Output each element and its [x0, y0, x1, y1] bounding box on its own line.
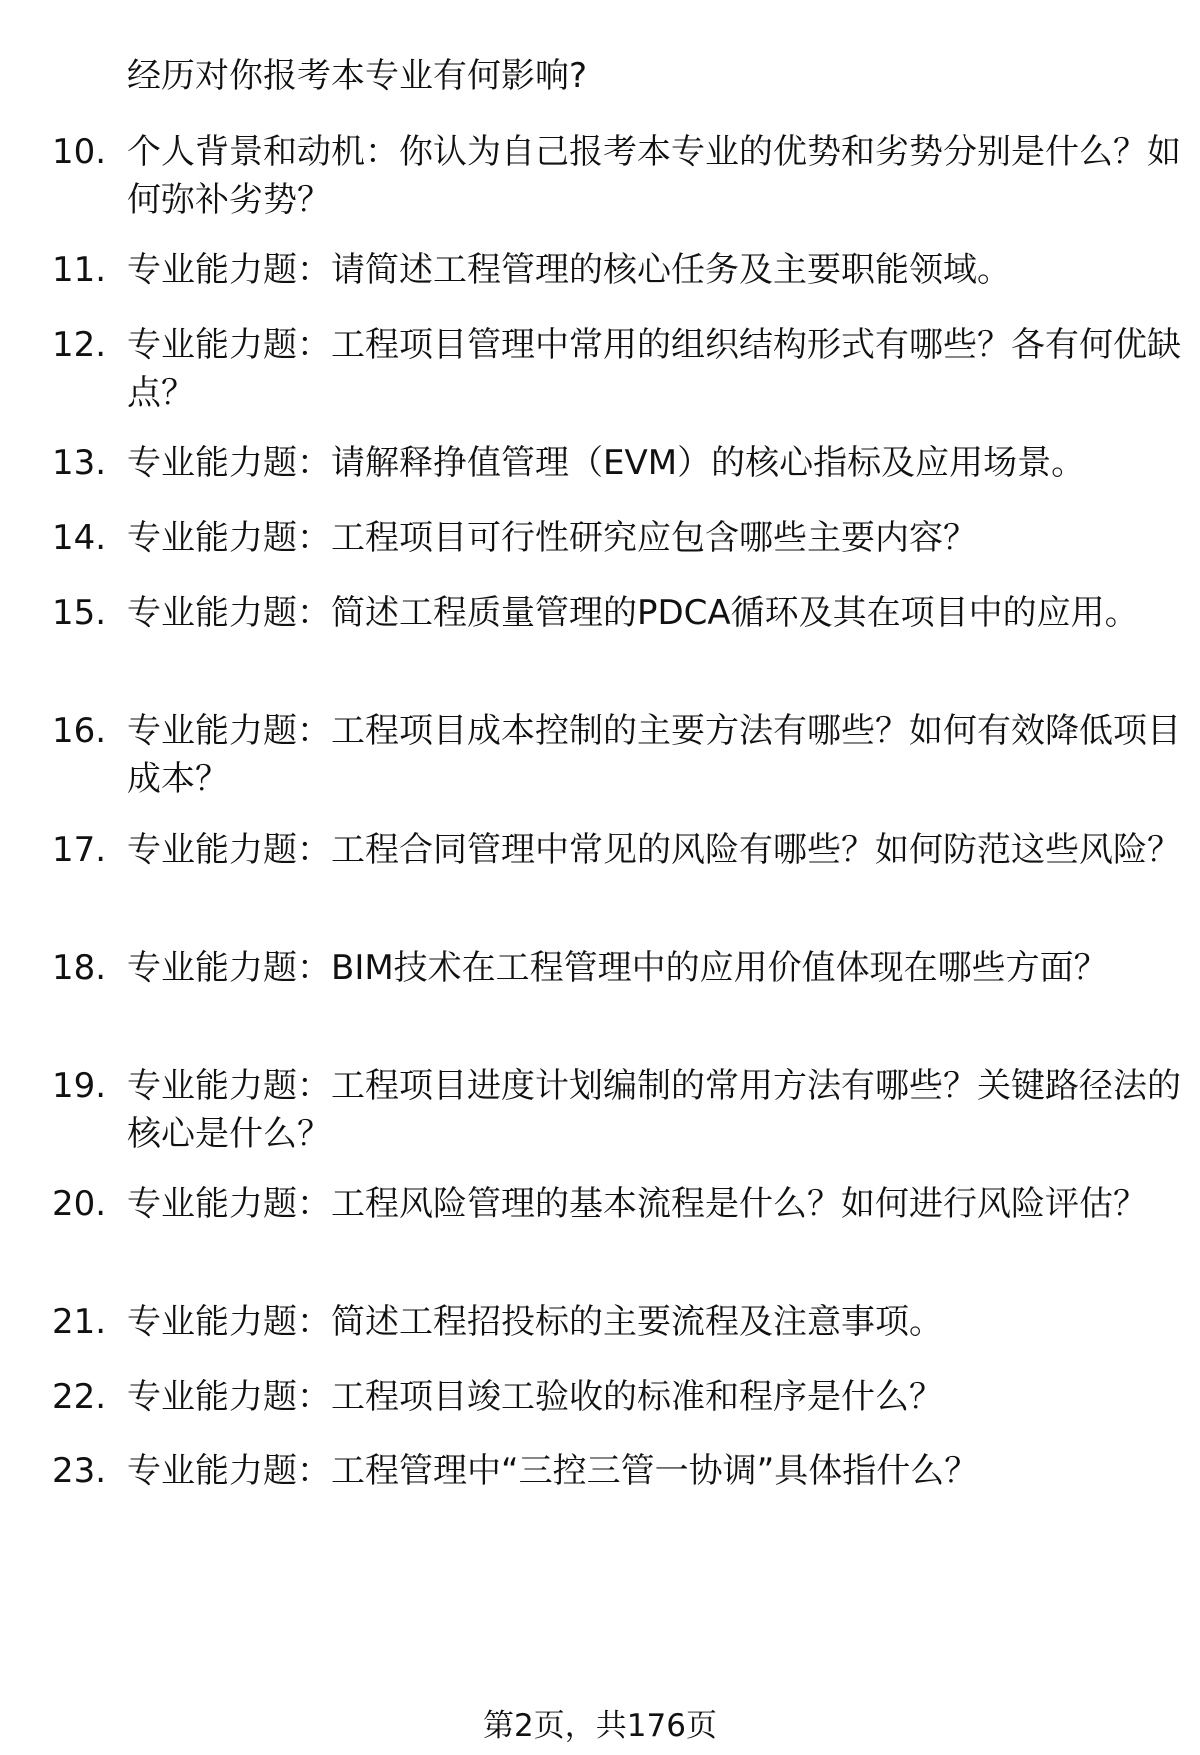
list-item — [52, 826, 1181, 874]
question-number: 10. — [52, 132, 107, 172]
question-number: 21. — [52, 1302, 107, 1342]
list-item — [52, 1062, 1181, 1158]
list-item — [52, 707, 1181, 803]
list-item — [52, 439, 1152, 487]
question-number: 22. — [52, 1377, 107, 1417]
question-text: 专业能力题：简述工程质量管理的PDCA循环及其在项目中的应用。 — [127, 593, 1139, 633]
question-number: 13. — [52, 443, 107, 483]
question-text: 专业能力题：BIM技术在工程管理中的应用价值体现在哪些方面？ — [127, 948, 1108, 988]
list-item — [52, 944, 1152, 992]
question-text: 专业能力题：工程项目进度计划编制的常用方法有哪些？关键路径法的核心是什么？ — [127, 1066, 1181, 1154]
question-text: 专业能力题：工程风险管理的基本流程是什么？如何进行风险评估？ — [127, 1184, 1147, 1224]
list-item — [52, 589, 1152, 637]
question-text: 专业能力题：工程项目成本控制的主要方法有哪些？如何有效降低项目成本？ — [127, 711, 1181, 799]
page-number: 第2页，共176页 — [483, 1708, 717, 1744]
question-text: 个人背景和动机：你认为自己报考本专业的优势和劣势分别是什么？如何弥补劣势？ — [127, 132, 1181, 220]
question-number: 12. — [52, 325, 107, 365]
question-text: 专业能力题：工程项目可行性研究应包含哪些主要内容？ — [127, 518, 977, 558]
question-number: 19. — [52, 1066, 107, 1106]
list-item — [52, 321, 1181, 417]
question-text: 专业能力题：工程合同管理中常见的风险有哪些？如何防范这些风险？ — [127, 830, 1181, 870]
question-text: 专业能力题：简述工程招投标的主要流程及注意事项。 — [127, 1302, 943, 1342]
question-text: 专业能力题：工程项目管理中常用的组织结构形式有哪些？各有何优缺点？ — [127, 325, 1181, 413]
question-text: 专业能力题：工程管理中“三控三管一协调”具体指什么？ — [127, 1451, 979, 1491]
question-number: 18. — [52, 948, 107, 988]
question-number: 14. — [52, 518, 107, 558]
question-number: 15. — [52, 593, 107, 633]
list-item — [52, 1447, 1152, 1495]
question-text: 专业能力题：工程项目竣工验收的标准和程序是什么？ — [127, 1377, 943, 1417]
question-number: 20. — [52, 1184, 107, 1224]
list-item-continuation — [52, 52, 1152, 100]
question-number: 23. — [52, 1451, 107, 1491]
list-item — [52, 1298, 1152, 1346]
question-text: 经历对你报考本专业有何影响? — [127, 56, 588, 96]
question-number: 17. — [52, 830, 107, 870]
list-item — [52, 128, 1181, 224]
question-text: 专业能力题：请简述工程管理的核心任务及主要职能领域。 — [127, 250, 1011, 290]
list-item — [52, 1180, 1152, 1228]
list-item — [52, 246, 1152, 294]
question-number: 16. — [52, 711, 107, 751]
list-item — [52, 514, 1152, 562]
list-item — [52, 1373, 1152, 1421]
question-number: 11. — [52, 250, 107, 290]
question-text: 专业能力题：请解释挣值管理（EVM）的核心指标及应用场景。 — [127, 443, 1086, 483]
